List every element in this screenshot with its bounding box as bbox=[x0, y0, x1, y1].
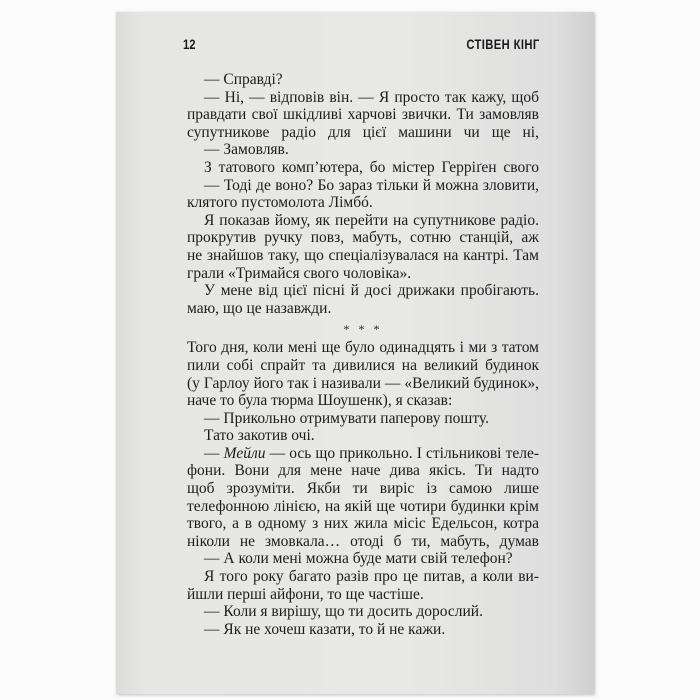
text-line: правдати свої шкідливі харчові звички. Ти замовляв bbox=[187, 106, 539, 124]
text-line: — А коли мені можна буде мати свій телефон? bbox=[204, 550, 513, 568]
text-line: фони. Вони для мене наче дива якісь. Ти надто bbox=[187, 462, 539, 480]
text-line: клятого пустомолота Лімбó. bbox=[187, 194, 373, 212]
text-line: Я показав йому, як перейти на супутникове радіо. bbox=[204, 211, 539, 229]
text-line: — Прикольно отримувати паперову пошту. bbox=[204, 409, 489, 427]
running-header-author: СТІВЕН КІНГ bbox=[466, 36, 540, 52]
text-line: маю, що це назавжди. bbox=[187, 299, 332, 317]
text-line: прокрутив ручку повз, мабуть, сотню станцій, аж bbox=[187, 229, 539, 247]
text-line: — Справді? bbox=[204, 71, 283, 88]
text-line: наче то була тюрма Шоушенк), я сказав: bbox=[187, 392, 453, 410]
page-body bbox=[187, 71, 539, 638]
text-line: супутникове радіо для цієї машини чи ще ні, bbox=[187, 123, 539, 141]
text-line: — Коли я вирішу, що ти досить дорослий. bbox=[204, 603, 483, 621]
text-line: У мене від цієї пісні й досі дрижаки пробігають. bbox=[204, 282, 539, 300]
text-line: твого, а в одному з них жила місіс Едельсон, котра bbox=[187, 515, 539, 533]
text-line: — Замовляв. bbox=[204, 141, 289, 159]
text-line: Я того року багато разів про це питав, а коли ви- bbox=[204, 568, 539, 586]
text-line: не знайшов таку, що спеціалізувалася на кантрі. Там bbox=[187, 246, 539, 264]
text-line: З татового комп’ютера, бо містер Герріґен свого bbox=[204, 158, 539, 176]
text-line: грали «Тримайся свого чоловіка». bbox=[187, 264, 412, 282]
section-separator: * * * bbox=[343, 322, 383, 337]
section-2 bbox=[187, 339, 539, 638]
text-segment: — bbox=[204, 444, 224, 462]
text-line: ніколи не змовкала… отоді б ти, мабуть, думав bbox=[187, 532, 539, 550]
text-line: Тато закотив очі. bbox=[204, 427, 315, 445]
text-line: Того дня, коли мені ще було одинадцять і ми з татом bbox=[187, 339, 539, 357]
text-line: пили собі спрайт та дивилися на великий будинок bbox=[187, 356, 539, 374]
text-line: щоб зрозуміти. Якби ти виріс із самою лише bbox=[187, 480, 539, 498]
italic-word: Мейли bbox=[223, 444, 266, 462]
text-line: — Ні, — відповів він. — Я просто так кажу, щоб bbox=[204, 88, 539, 106]
section-1 bbox=[187, 71, 539, 317]
text-segment: — ось що прикольно. І стільникові теле- bbox=[265, 444, 539, 462]
page-number: 12 bbox=[183, 36, 196, 52]
text-line: йшли перші айфони, то ще частіше. bbox=[187, 585, 424, 603]
text-line: — Тоді де воно? Бо зараз тільки й можна зловити, bbox=[204, 176, 539, 194]
text-line: (у Гарлоу його так і називали — «Великий будинок», bbox=[187, 374, 539, 392]
text-line bbox=[187, 445, 539, 463]
text-line: — Як не хочеш казати, то й не кажи. bbox=[204, 620, 446, 638]
text-line: телефонною лінією, на якій ще чотири будинки крім bbox=[187, 497, 539, 515]
